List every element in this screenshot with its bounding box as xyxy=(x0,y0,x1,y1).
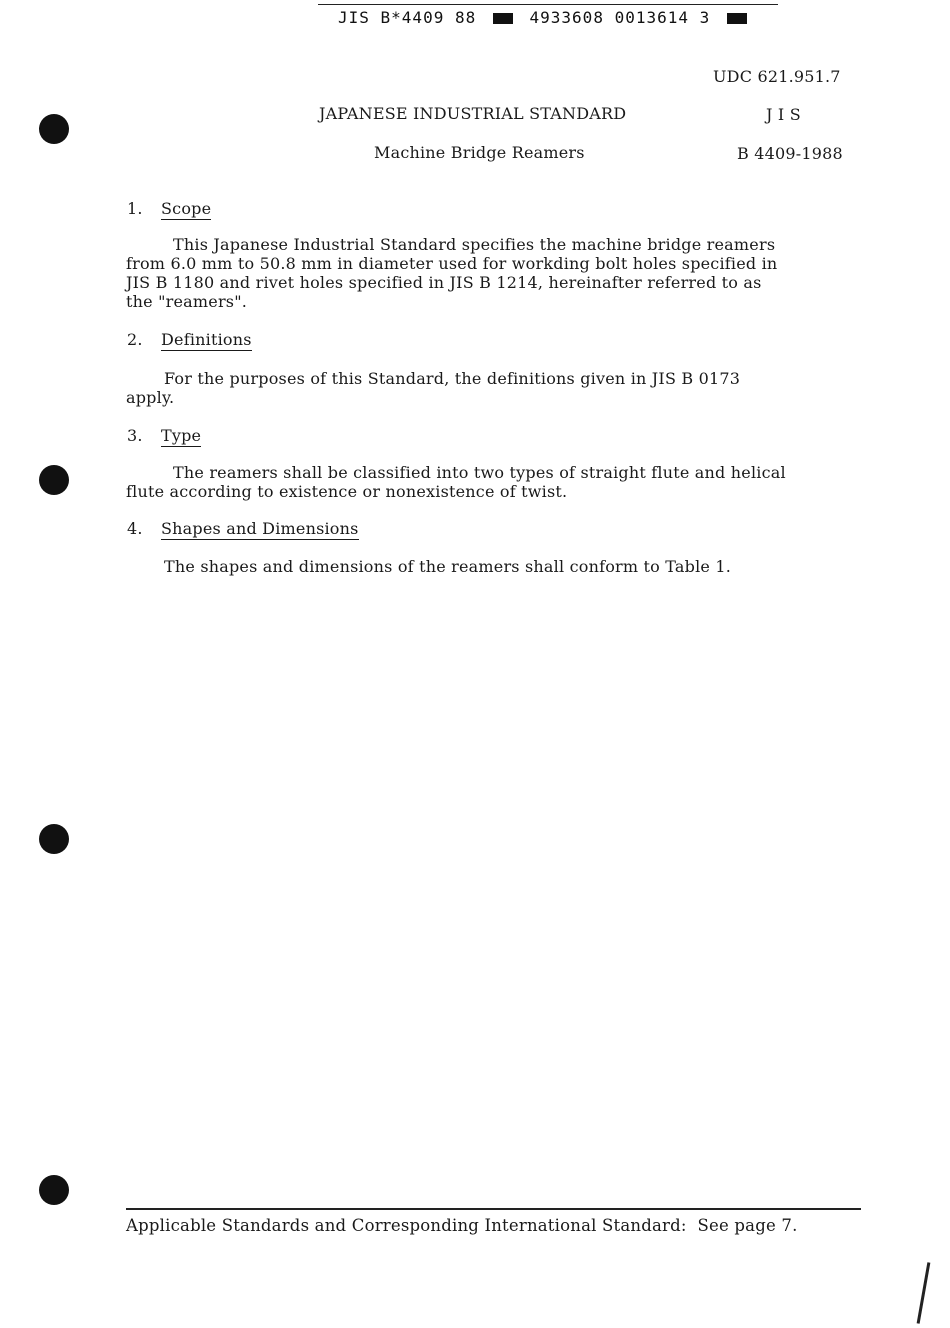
section-2-line-2: apply. xyxy=(126,388,175,407)
header-top-rule xyxy=(318,4,778,5)
doc-title: Machine Bridge Reamers xyxy=(374,143,585,162)
footer-rule xyxy=(126,1208,861,1210)
section-3-title: Type xyxy=(161,426,202,445)
scan-edge-mark xyxy=(917,1262,931,1324)
org-title: JAPANESE INDUSTRIAL STANDARD xyxy=(319,104,627,123)
doc-number: B 4409-1988 xyxy=(737,144,843,163)
section-4-line-1: The shapes and dimensions of the reamers shall conform to Table 1. xyxy=(164,557,732,576)
section-3-line-2: flute according to existence or nonexistence of twist. xyxy=(126,482,568,501)
section-1-body xyxy=(126,235,846,311)
section-2-body xyxy=(126,369,846,407)
punch-hole-icon xyxy=(39,824,69,854)
punch-hole-icon xyxy=(39,1175,69,1205)
header-code-strip xyxy=(338,8,747,27)
section-1-title: Scope xyxy=(161,199,212,218)
section-1-number: 1. xyxy=(127,199,143,218)
punch-hole-icon xyxy=(39,114,69,144)
header-code-a: JIS B*4409 88 xyxy=(338,8,477,27)
header-code-b: 4933608 0013614 3 xyxy=(529,8,711,27)
barcode-block-icon xyxy=(493,13,513,24)
section-4-body xyxy=(126,557,846,576)
footer-note: Applicable Standards and Corresponding International Standard: See page 7. xyxy=(126,1216,798,1235)
section-1-line-1: This Japanese Industrial Standard specifies the machine bridge reamers xyxy=(173,235,776,254)
section-2-line-1: For the purposes of this Standard, the definitions given in JIS B 0173 xyxy=(164,369,741,388)
jis-mark: J I S xyxy=(766,105,801,124)
section-4-number: 4. xyxy=(127,519,143,538)
barcode-block-icon xyxy=(727,13,747,24)
section-3-body xyxy=(126,463,851,501)
section-1-line-2: from 6.0 mm to 50.8 mm in diameter used for workding bolt holes specified in xyxy=(126,254,778,273)
section-1-line-4: the "reamers". xyxy=(126,292,248,311)
punch-hole-icon xyxy=(39,465,69,495)
udc-code: UDC 621.951.7 xyxy=(713,67,841,86)
section-2-title: Definitions xyxy=(161,330,252,349)
section-1-line-3: JIS B 1180 and rivet holes specified in JIS B 1214, hereinafter referred to as xyxy=(126,273,762,292)
section-3-number: 3. xyxy=(127,426,143,445)
section-4-title: Shapes and Dimensions xyxy=(161,519,359,538)
section-2-number: 2. xyxy=(127,330,143,349)
section-3-line-1: The reamers shall be classified into two types of straight flute and helical xyxy=(173,463,786,482)
